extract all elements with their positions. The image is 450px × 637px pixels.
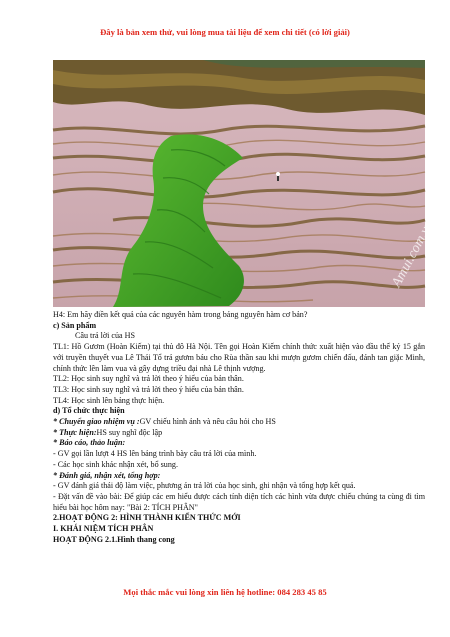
subactivity-heading: HOẠT ĐỘNG 2.1.Hình thang cong: [53, 534, 175, 544]
product-heading: c) Sản phẩm: [53, 320, 97, 330]
report-item-1: - GV gọi lần lượt 4 HS lên bảng trình bày câu trả lời của mình.: [53, 449, 257, 459]
concept-heading: I. KHÁI NIỆM TÍCH PHÂN: [53, 524, 154, 534]
do-label: * Thực hiện:: [53, 427, 97, 437]
report-heading: * Báo cáo, thảo luận:: [53, 438, 126, 448]
product-subheading: Câu trả lời của HS: [75, 331, 136, 341]
report-item-2: - Các học sinh khác nhận xét, bổ sung.: [53, 459, 178, 469]
task-text: GV chiếu hình ảnh và nêu câu hỏi cho HS: [139, 417, 276, 427]
answer-tl4: TL4: Học sinh lên bảng thực hiện.: [53, 395, 165, 405]
activity-2-heading: 2.HOẠT ĐỘNG 2: HÌNH THÀNH KIẾN THỨC MỚI: [53, 513, 241, 523]
answer-tl1: TL1: Hồ Gươm (Hoàn Kiếm) tại thủ đô Hà Nội. Tên gọi Hoàn Kiếm chính thức xuất hiện vào đầu thế kỷ 15 gắn với truyền thuyết vua Lê Thái Tổ trả gươm báu cho Rùa thần sau khi mượn gươm chiến đấu, đánh tan giặc Minh, chính thức lên làm vua và gây dựng triều đại nhà Lê thịnh vượng.: [53, 342, 425, 373]
task-assignment: [53, 417, 425, 428]
implementation: [53, 428, 425, 439]
answer-tl2: TL2: Học sinh suy nghĩ và trả lời theo ý hiểu của bản thân.: [53, 374, 244, 384]
document-body: [53, 310, 425, 545]
task-label: * Chuyển giao nhiệm vụ :: [53, 417, 140, 427]
preview-notice-banner: Đây là bản xem thử, vui lòng mua tài liệu để xem chi tiết (có lời giải): [100, 27, 350, 37]
organization-heading: d) Tổ chức thực hiện: [53, 406, 125, 416]
hotline-footer-banner: Mọi thắc mắc vui lòng xin liên hệ hotline: 084 283 45 85: [123, 587, 327, 597]
answer-tl3: TL3: Học sinh suy nghĩ và trả lời theo ý hiểu của bản thân.: [53, 384, 244, 394]
evaluation-heading: * Đánh giá, nhận xét, tổng hợp:: [53, 470, 161, 480]
evaluation-item-1: - GV đánh giá thái độ làm việc, phương án trả lời của học sinh, ghi nhận và tổng hợp kết quả.: [53, 481, 356, 491]
watermark-text: Amui.com.vn: [389, 218, 437, 290]
evaluation-item-2: - Đặt vấn đề vào bài: Để giúp các em hiểu được cách tính diện tích các hình vừa được chiếu chúng ta cùng đi tìm hiểu bài học hôm nay: "Bài 2: TÍCH PHÂN": [53, 491, 425, 512]
question-h4: H4: Em hãy điền kết quả của các nguyên hàm trong bảng nguyên hàm cơ bản?: [53, 310, 308, 319]
rice-terrace-photo: [53, 60, 437, 307]
do-text: HS suy nghĩ độc lập: [96, 427, 163, 437]
